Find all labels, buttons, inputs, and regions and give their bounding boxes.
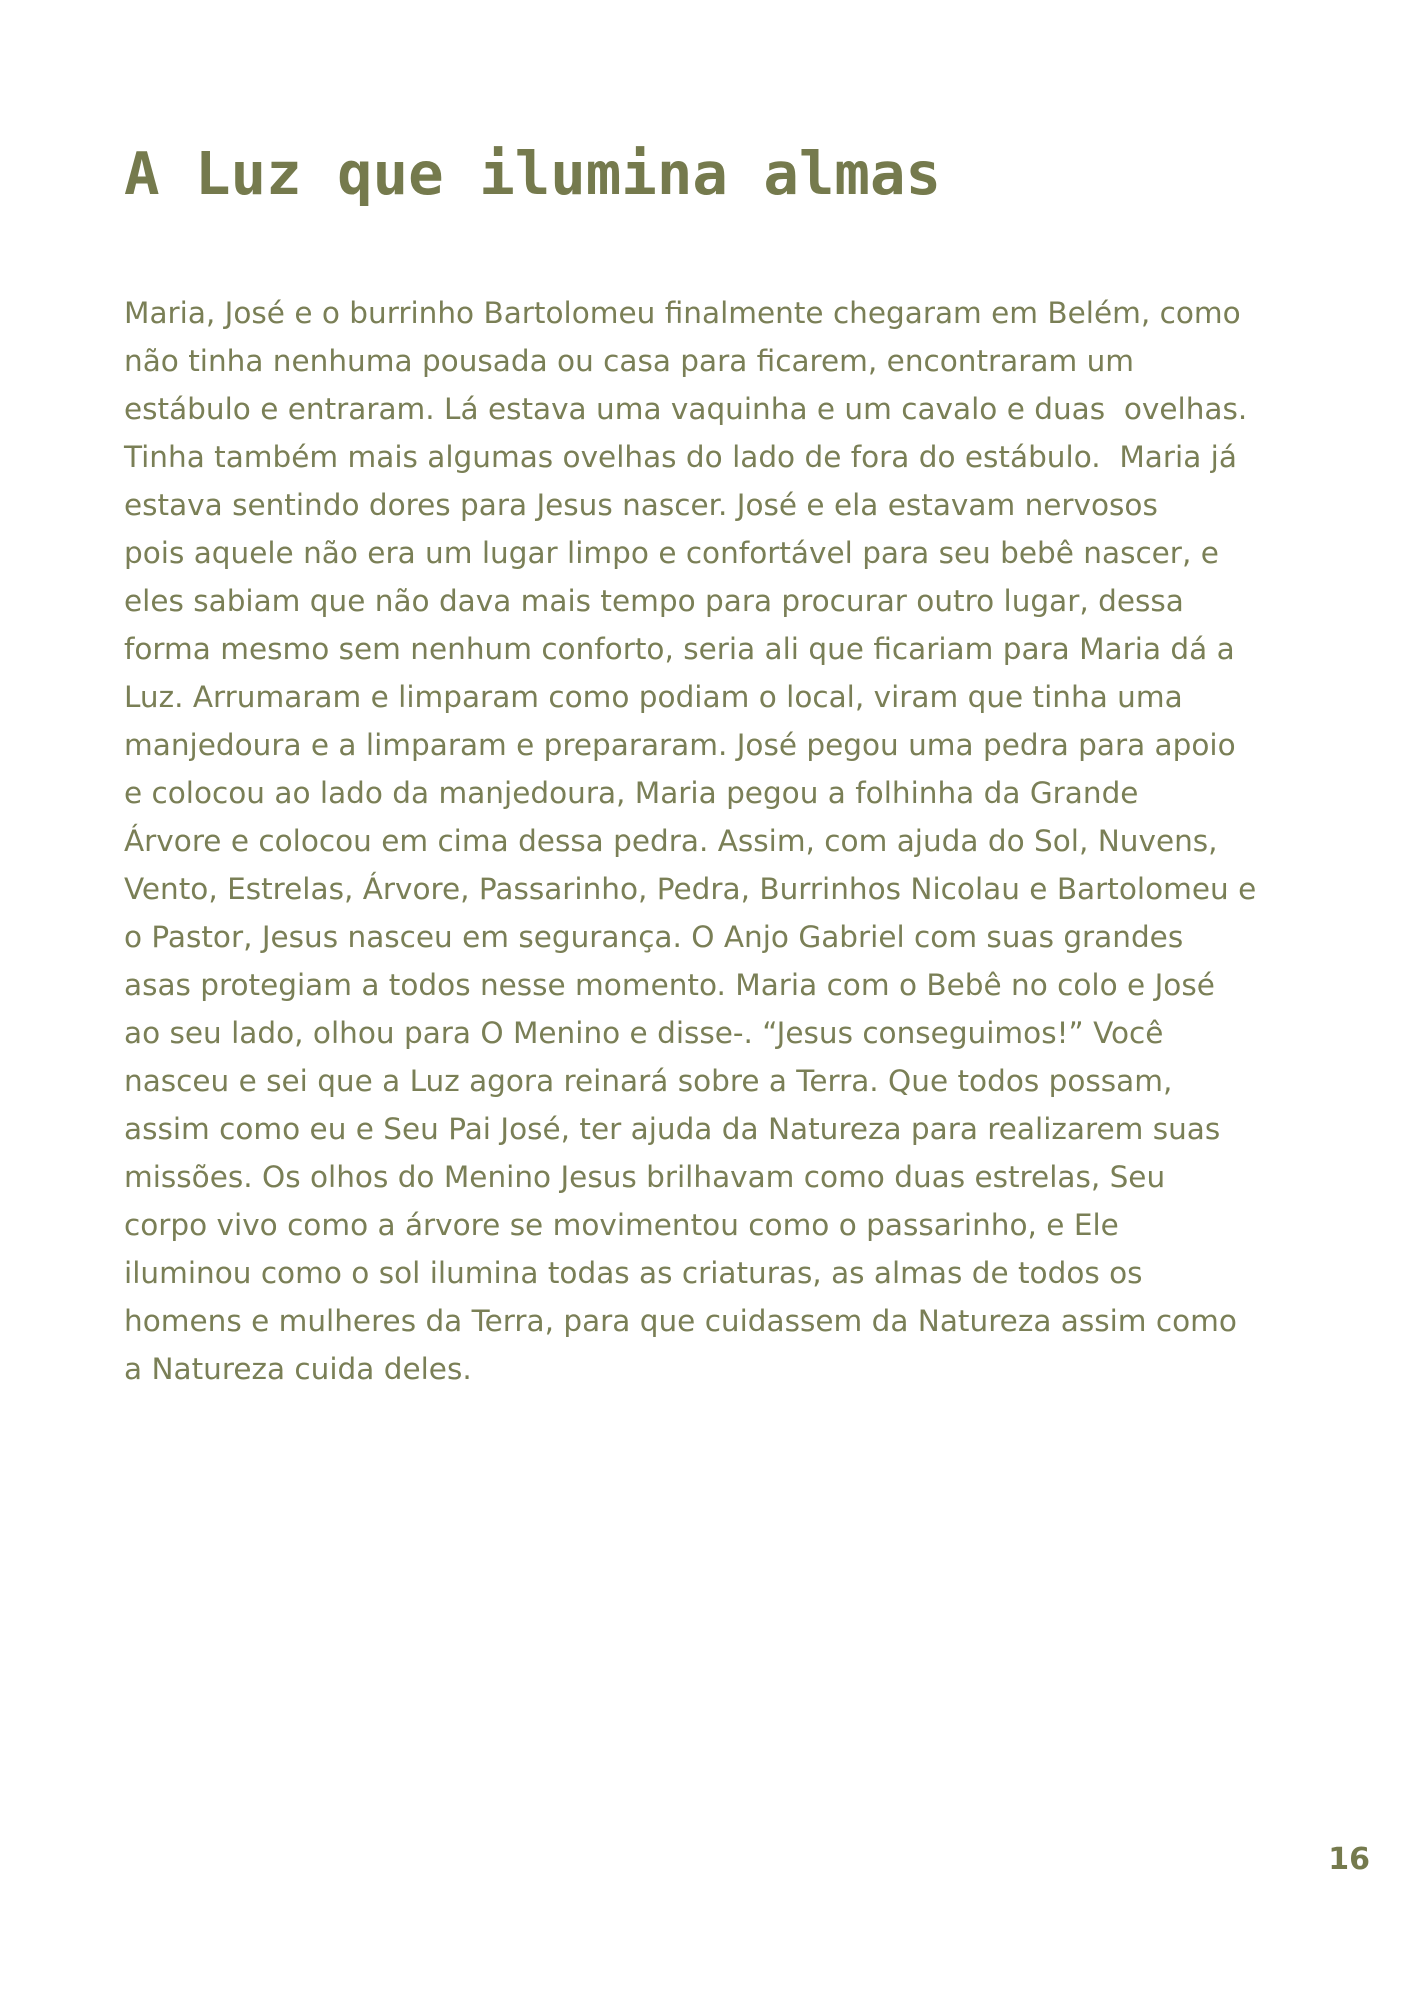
paragraph-line: ao seu lado, olhou para O Menino e disse-. “Jesus conseguimos!” Você [124, 1016, 1164, 1050]
paragraph-line: Árvore e colocou em cima dessa pedra. Assim, com ajuda do Sol, Nuvens, [124, 824, 1218, 858]
paragraph-line: não tinha nenhuma pousada ou casa para ficarem, encontraram um [124, 344, 1135, 378]
paragraph-line: homens e mulheres da Terra, para que cuidassem da Natureza assim como [124, 1304, 1237, 1338]
page-title: A Luz que ilumina almas [124, 139, 941, 208]
paragraph-line: assim como eu e Seu Pai José, ter ajuda da Natureza para realizarem suas [124, 1112, 1221, 1146]
paragraph-line: nasceu e sei que a Luz agora reinará sobre a Terra. Que todos possam, [124, 1064, 1173, 1098]
page-number: 16 [1328, 1842, 1370, 1877]
paragraph-line: forma mesmo sem nenhum conforto, seria ali que ficariam para Maria dá a [124, 632, 1235, 666]
paragraph-line: manjedoura e a limparam e prepararam. José pegou uma pedra para apoio [124, 728, 1236, 762]
paragraph-line: asas protegiam a todos nesse momento. Maria com o Bebê no colo e José [124, 968, 1215, 1002]
paragraph-line: a Natureza cuida deles. [124, 1352, 472, 1386]
paragraph-line: missões. Os olhos do Menino Jesus brilhavam como duas estrelas, Seu [124, 1160, 1166, 1194]
paragraph-line: e colocou ao lado da manjedoura, Maria pegou a folhinha da Grande [124, 776, 1139, 810]
paragraph-line: Vento, Estrelas, Árvore, Passarinho, Pedra, Burrinhos Nicolau e Bartolomeu e [124, 872, 1257, 906]
paragraph-line: corpo vivo como a árvore se movimentou como o passarinho, e Ele [124, 1208, 1119, 1242]
paragraph-line: eles sabiam que não dava mais tempo para procurar outro lugar, dessa [124, 584, 1184, 618]
paragraph-line: estábulo e entraram. Lá estava uma vaquinha e um cavalo e duas ovelhas. [124, 392, 1248, 426]
paragraph-line: pois aquele não era um lugar limpo e confortável para seu bebê nascer, e [124, 536, 1219, 570]
paragraph-line: Luz. Arrumaram e limparam como podiam o local, viram que tinha uma [124, 680, 1183, 714]
paragraph-line: Maria, José e o burrinho Bartolomeu finalmente chegaram em Belém, como [124, 296, 1241, 330]
story-paragraph [124, 289, 1304, 1393]
paragraph-line: Tinha também mais algumas ovelhas do lado de fora do estábulo. Maria já [124, 440, 1237, 474]
paragraph-line: iluminou como o sol ilumina todas as criaturas, as almas de todos os [124, 1256, 1143, 1290]
paragraph-line: estava sentindo dores para Jesus nascer. José e ela estavam nervosos [124, 488, 1158, 522]
paragraph-line: o Pastor, Jesus nasceu em segurança. O Anjo Gabriel com suas grandes [124, 920, 1184, 954]
